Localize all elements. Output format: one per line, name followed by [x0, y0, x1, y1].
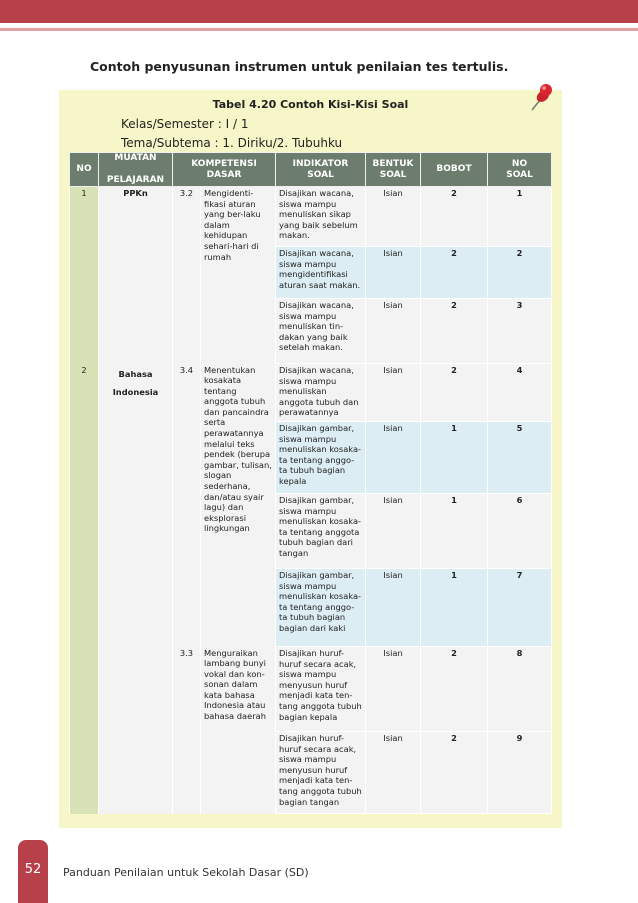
indikator-cell: Disajikan wacana, siswa mampu mengidentifikasi aturan saat makan. — [276, 247, 366, 299]
kelas-semester: Kelas/Semester : I / 1 — [121, 117, 249, 131]
table-row — [70, 187, 552, 247]
no-soal-cell: 5 — [488, 422, 552, 494]
bobot-cell: 1 — [421, 569, 488, 647]
kd-number: 3.4 — [173, 364, 201, 647]
indikator-cell: Disajikan wacana, siswa mampu menuliskan anggota tubuh dan perawatannya — [276, 364, 366, 422]
no-soal-cell: 4 — [488, 364, 552, 422]
no-soal-cell: 1 — [488, 187, 552, 247]
bentuk-cell: Isian — [366, 732, 421, 814]
indikator-cell: Disajikan wacana, siswa mampu menuliskan tin-dakan yang baik setelah makan. — [276, 299, 366, 364]
muatan-pelajaran: PPKn — [99, 187, 173, 364]
header-muatan-pelajaran: MUATAN PELAJARAN — [99, 153, 173, 187]
footer-title: Panduan Penilaian untuk Sekolah Dasar (SD) — [63, 866, 309, 879]
bentuk-cell: Isian — [366, 187, 421, 247]
kd-number: 3.2 — [173, 187, 201, 364]
no-soal-cell: 6 — [488, 494, 552, 569]
indikator-cell: Disajikan wacana, siswa mampu menuliskan sikap yang baik sebelum makan. — [276, 187, 366, 247]
header-no: NO — [70, 153, 99, 187]
indikator-cell: Disajikan gambar, siswa mampu menuliskan kosaka-ta tentang anggota tubuh bagian dari tangan — [276, 494, 366, 569]
bentuk-cell: Isian — [366, 422, 421, 494]
header-bentuk-soal: BENTUK SOAL — [366, 153, 421, 187]
kd-number: 3.3 — [173, 647, 201, 814]
bentuk-cell: Isian — [366, 569, 421, 647]
indikator-cell: Disajikan gambar, siswa mampu menuliskan kosaka-ta tentang anggo-ta tubuh bagian kepala — [276, 422, 366, 494]
intro-text: Contoh penyusunan instrumen untuk penilaian tes tertulis. — [90, 59, 509, 74]
kisi-kisi-table — [69, 152, 552, 814]
kd-text: Menguraikan lambang bunyi vokal dan kon-sonan dalam kata bahasa Indonesia atau bahasa daerah — [201, 647, 276, 814]
bentuk-cell: Isian — [366, 494, 421, 569]
tema-subtema: Tema/Subtema : 1. Diriku/2. Tubuhku — [121, 136, 343, 150]
no-soal-cell: 8 — [488, 647, 552, 732]
table-title: Tabel 4.20 Contoh Kisi-Kisi Soal — [212, 98, 409, 111]
top-band — [0, 0, 638, 23]
bentuk-cell: Isian — [366, 247, 421, 299]
indikator-cell: Disajikan gambar, siswa mampu menuliskan kosaka-ta tentang anggo-ta tubuh bagian bagian dari kaki — [276, 569, 366, 647]
table-row — [70, 364, 552, 422]
kd-text: Mengidenti-fikasi aturan yang ber-laku dalam kehidupan sehari-hari di rumah — [201, 187, 276, 364]
bobot-cell: 1 — [421, 422, 488, 494]
indikator-cell: Disajikan huruf-huruf secara acak, siswa mampu menyusun huruf menjadi kata ten-tang anggota tubuh bagian tangan — [276, 732, 366, 814]
indikator-cell: Disajikan huruf-huruf secara acak, siswa mampu menyusun huruf menjadi kata ten-tang anggota tubuh bagian kepala — [276, 647, 366, 732]
bobot-cell: 2 — [421, 364, 488, 422]
row-number: 1 — [70, 187, 99, 364]
bobot-cell: 1 — [421, 494, 488, 569]
top-rule — [0, 28, 638, 31]
bobot-cell: 2 — [421, 187, 488, 247]
page-number: 52 — [18, 840, 48, 903]
no-soal-cell: 2 — [488, 247, 552, 299]
row-number: 2 — [70, 364, 99, 814]
bentuk-cell: Isian — [366, 364, 421, 422]
table-header-row — [70, 153, 552, 187]
kd-text: Menentukan kosakata tentang anggota tubuh dan pancaindra serta perawatannya melalui teks pendek (berupa gambar, tulisan, slogan sederhana, dan/atau syair lagu) dan eksplorasi lingkungan — [201, 364, 276, 647]
no-soal-cell: 9 — [488, 732, 552, 814]
no-soal-cell: 7 — [488, 569, 552, 647]
header-no-soal: NO SOAL — [488, 153, 552, 187]
bobot-cell: 2 — [421, 299, 488, 364]
bentuk-cell: Isian — [366, 299, 421, 364]
muatan-pelajaran: Bahasa Indonesia — [99, 364, 173, 814]
bobot-cell: 2 — [421, 732, 488, 814]
no-soal-cell: 3 — [488, 299, 552, 364]
bobot-cell: 2 — [421, 247, 488, 299]
header-bobot: BOBOT — [421, 153, 488, 187]
header-indikator-soal: INDIKATOR SOAL — [276, 153, 366, 187]
header-kompetensi-dasar: KOMPETENSI DASAR — [173, 153, 276, 187]
bentuk-cell: Isian — [366, 647, 421, 732]
bobot-cell: 2 — [421, 647, 488, 732]
